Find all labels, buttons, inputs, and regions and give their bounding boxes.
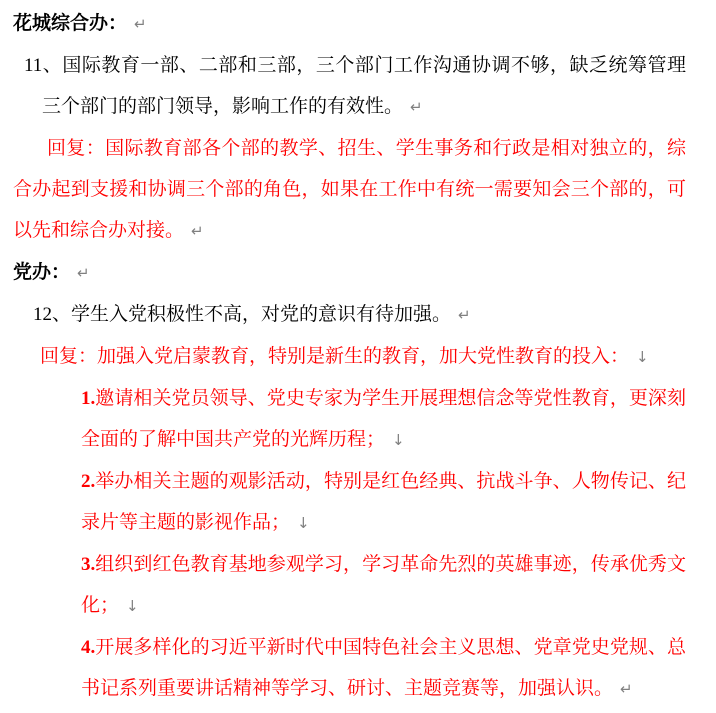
- paragraph-text: 举办相关主题的观影活动，特别是红色经典、抗战斗争、人物传记、纪录片等主题的影视作品；: [81, 471, 686, 533]
- pilcrow-mark-icon: ↵: [134, 15, 147, 33]
- pilcrow-mark-icon: ↵: [410, 98, 423, 116]
- line-break-mark-icon: ↓: [297, 514, 310, 532]
- list-number: 11、: [24, 55, 63, 76]
- issue-11-paragraph[interactable]: [24, 45, 686, 128]
- line-break-mark-icon: ↓: [392, 431, 405, 449]
- reply-12-item-1[interactable]: [81, 378, 686, 461]
- paragraph-text: 组织到红色教育基地参观学习，学习革命先烈的英雄事迹，传承优秀文化；: [81, 554, 686, 616]
- list-number: 2.: [81, 471, 96, 492]
- pilcrow-mark-icon: ↵: [77, 264, 90, 282]
- pilcrow-mark-icon: ↵: [620, 680, 633, 698]
- reply-12-item-4[interactable]: [81, 627, 686, 710]
- list-number: 12、: [33, 304, 72, 325]
- paragraph-text: 回复：国际教育部各个部的教学、招生、学生事务和行政是相对独立的，综合办起到支援和协调三个部的角色，如果在工作中有统一需要知会三个部的，可以先和综合办对接。: [13, 138, 686, 241]
- line-break-mark-icon: ↓: [126, 597, 139, 615]
- reply-12-item-2[interactable]: [81, 461, 686, 544]
- paragraph-text: 国际教育一部、二部和三部，三个部门工作沟通协调不够，缺乏统筹管理三个部门的部门领导，影响工作的有效性。: [42, 55, 686, 117]
- list-number: 4.: [81, 637, 96, 658]
- paragraph-text: 学生入党积极性不高，对党的意识有待加强。: [71, 304, 452, 325]
- issue-12-paragraph[interactable]: [13, 294, 686, 336]
- paragraph-text: 花城综合办：: [13, 13, 128, 34]
- paragraph-text: 党办：: [13, 262, 71, 283]
- pilcrow-mark-icon: ↵: [191, 222, 204, 240]
- reply-12-paragraph[interactable]: [13, 336, 686, 378]
- heading-huacheng-general-office[interactable]: [13, 3, 686, 45]
- pilcrow-mark-icon: ↵: [458, 306, 471, 324]
- heading-party-office[interactable]: [13, 252, 686, 294]
- line-break-mark-icon: ↓: [636, 348, 649, 366]
- paragraph-text: 回复：加强入党启蒙教育，特别是新生的教育，加大党性教育的投入：: [40, 346, 630, 367]
- reply-12-item-3[interactable]: [81, 544, 686, 627]
- reply-11-paragraph[interactable]: [13, 128, 686, 252]
- paragraph-text: 邀请相关党员领导、党史专家为学生开展理想信念等党性教育，更深刻全面的了解中国共产党的光辉历程；: [81, 388, 686, 450]
- paragraph-text: 开展多样化的习近平新时代中国特色社会主义思想、党章党史党规、总书记系列重要讲话精神等学习、研讨、主题竞赛等，加强认识。: [81, 637, 686, 699]
- list-number: 1.: [81, 388, 96, 409]
- list-number: 3.: [81, 554, 96, 575]
